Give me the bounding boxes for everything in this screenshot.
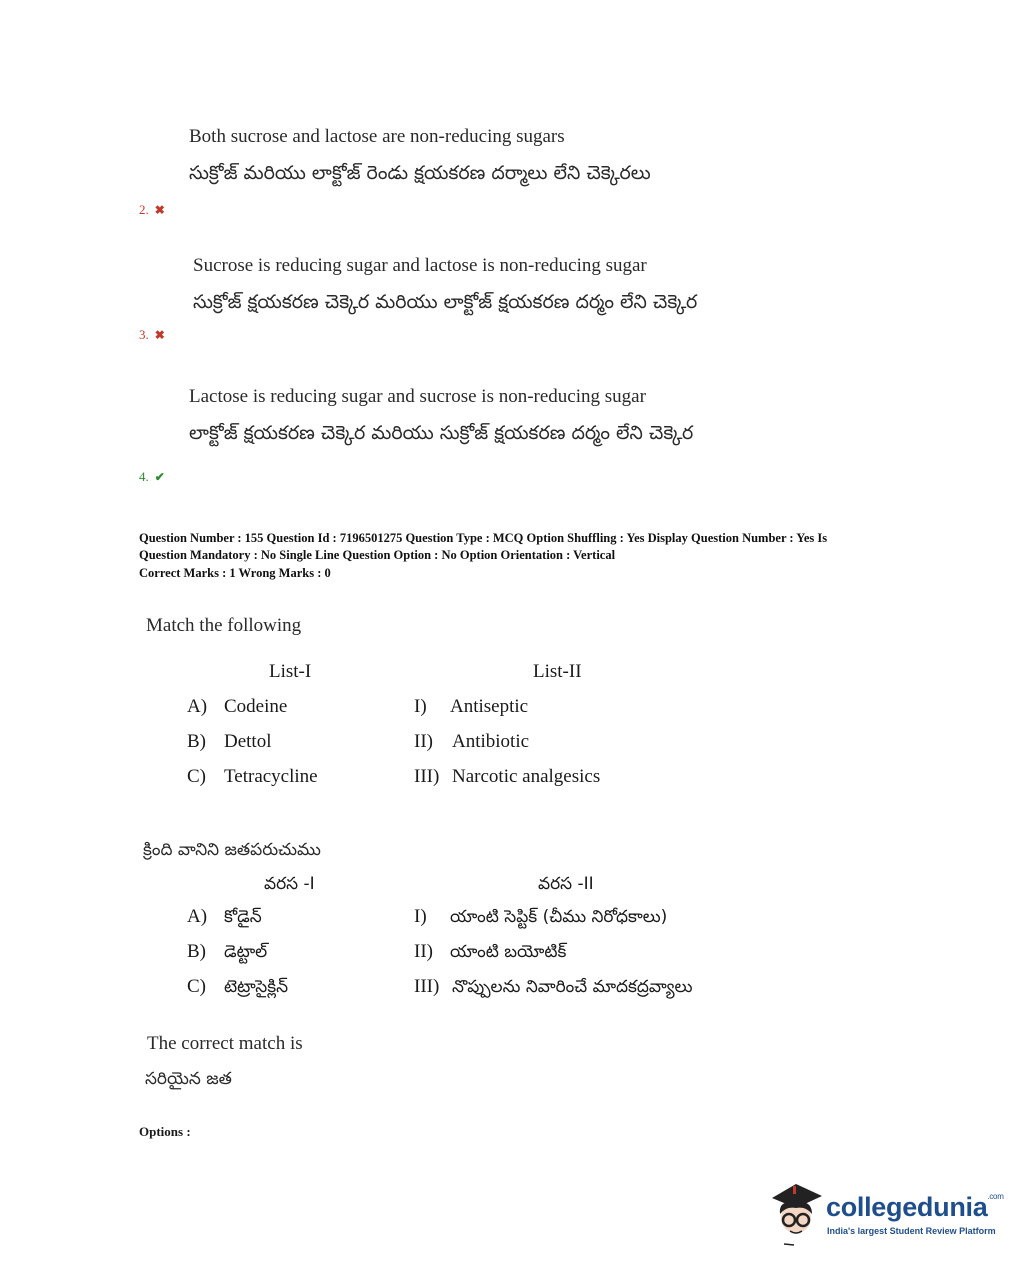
option-2-marker [139, 202, 165, 218]
list1-heading-telugu: వరస -I [264, 874, 315, 894]
option-3-marker [139, 327, 165, 343]
list2-key-i: I) [414, 696, 427, 717]
correct-match-telugu: సరియైన జత [145, 1069, 232, 1089]
list2-item-iii: Narcotic analgesics [452, 766, 601, 787]
options-label: Options : [139, 1124, 191, 1139]
option-4-marker [139, 469, 165, 485]
option-2-english: Sucrose is reducing sugar and lactose is non-reducing sugar [193, 255, 647, 276]
list2-heading: List-II [533, 661, 582, 682]
wrong-icon: ✖ [154, 327, 165, 342]
list1-key-b: B) [187, 731, 206, 752]
list1-item-b: Dettol [224, 731, 272, 752]
list2-key-i-te: I) [414, 906, 427, 927]
logo-name: collegedunia [826, 1192, 988, 1222]
list1-heading: List-I [269, 661, 312, 682]
option-2-number: 2. [139, 202, 149, 217]
list1-key-c: C) [187, 766, 206, 787]
list2-key-iii: III) [414, 766, 440, 787]
list2-item-i-te: యాంటి సెప్టిక్ (చీము నిరోధకాలు) [450, 907, 668, 927]
list2-heading-telugu: వరస -II [538, 874, 594, 894]
mascot-icon [766, 1178, 826, 1248]
option-1-english: Both sucrose and lactose are non-reducing sugars [189, 126, 565, 147]
list1-key-a: A) [187, 696, 208, 717]
list2-key-iii-te: III) [414, 976, 440, 997]
question-meta-line1: Question Number : 155 Question Id : 7196501275 Question Type : MCQ Option Shuffling : Yes Display Question Number : Yes Is [139, 531, 828, 545]
list1-item-c-te: టెట్రాసైక్లిన్ [224, 977, 289, 997]
question-meta-line3: Correct Marks : 1 Wrong Marks : 0 [139, 566, 331, 580]
check-icon: ✔ [154, 469, 165, 484]
option-3-english: Lactose is reducing sugar and sucrose is non-reducing sugar [189, 386, 646, 407]
list1-key-c-te: C) [187, 976, 206, 997]
question-meta [139, 530, 827, 582]
question-title-telugu: క్రింది వానిని జతపరుచుము [143, 840, 321, 860]
list2-item-ii-te: యాంటి బయోటిక్ [450, 942, 567, 962]
list2-item-iii-te: నొప్పులను నివారించే మాదకద్రవ్యాలు [452, 977, 693, 997]
list1-key-a-te: A) [187, 906, 208, 927]
option-3-number: 3. [139, 327, 149, 342]
question-meta-line2: Question Mandatory : No Single Line Question Option : No Option Orientation : Vertical [139, 547, 616, 562]
list1-item-a-te: కోడైన్ [224, 907, 262, 927]
wrong-icon: ✖ [154, 202, 165, 217]
logo-tagline: India's largest Student Review Platform [827, 1226, 996, 1236]
correct-match-english: The correct match is [147, 1033, 303, 1054]
list1-item-a: Codeine [224, 696, 288, 717]
list2-key-ii: II) [414, 731, 433, 752]
option-1-telugu: సుక్రోజ్ మరియు లాక్టోజ్ రెండు క్షయకరణ దర్మాలు లేని చెక్కెరలు [189, 162, 651, 184]
list2-item-ii: Antibiotic [452, 731, 530, 752]
list1-key-b-te: B) [187, 941, 206, 962]
list1-item-c: Tetracycline [224, 766, 318, 787]
list2-key-ii-te: II) [414, 941, 433, 962]
option-4-number: 4. [139, 469, 149, 484]
logo-suffix: .com [987, 1192, 1004, 1201]
collegedunia-logo [766, 1178, 1004, 1250]
list1-item-b-te: డెట్టాల్ [224, 942, 268, 962]
option-3-telugu: లాక్టోజ్ క్షయకరణ చెక్కెర మరియు సుక్రోజ్ క్షయకరణ దర్మం లేని చెక్కెర [189, 422, 694, 444]
list2-item-i: Antiseptic [450, 696, 529, 717]
option-2-telugu: సుక్రోజ్ క్షయకరణ చెక్కెర మరియు లాక్టోజ్ క్షయకరణ దర్మం లేని చెక్కెర [193, 291, 698, 313]
question-title-english: Match the following [146, 615, 302, 636]
